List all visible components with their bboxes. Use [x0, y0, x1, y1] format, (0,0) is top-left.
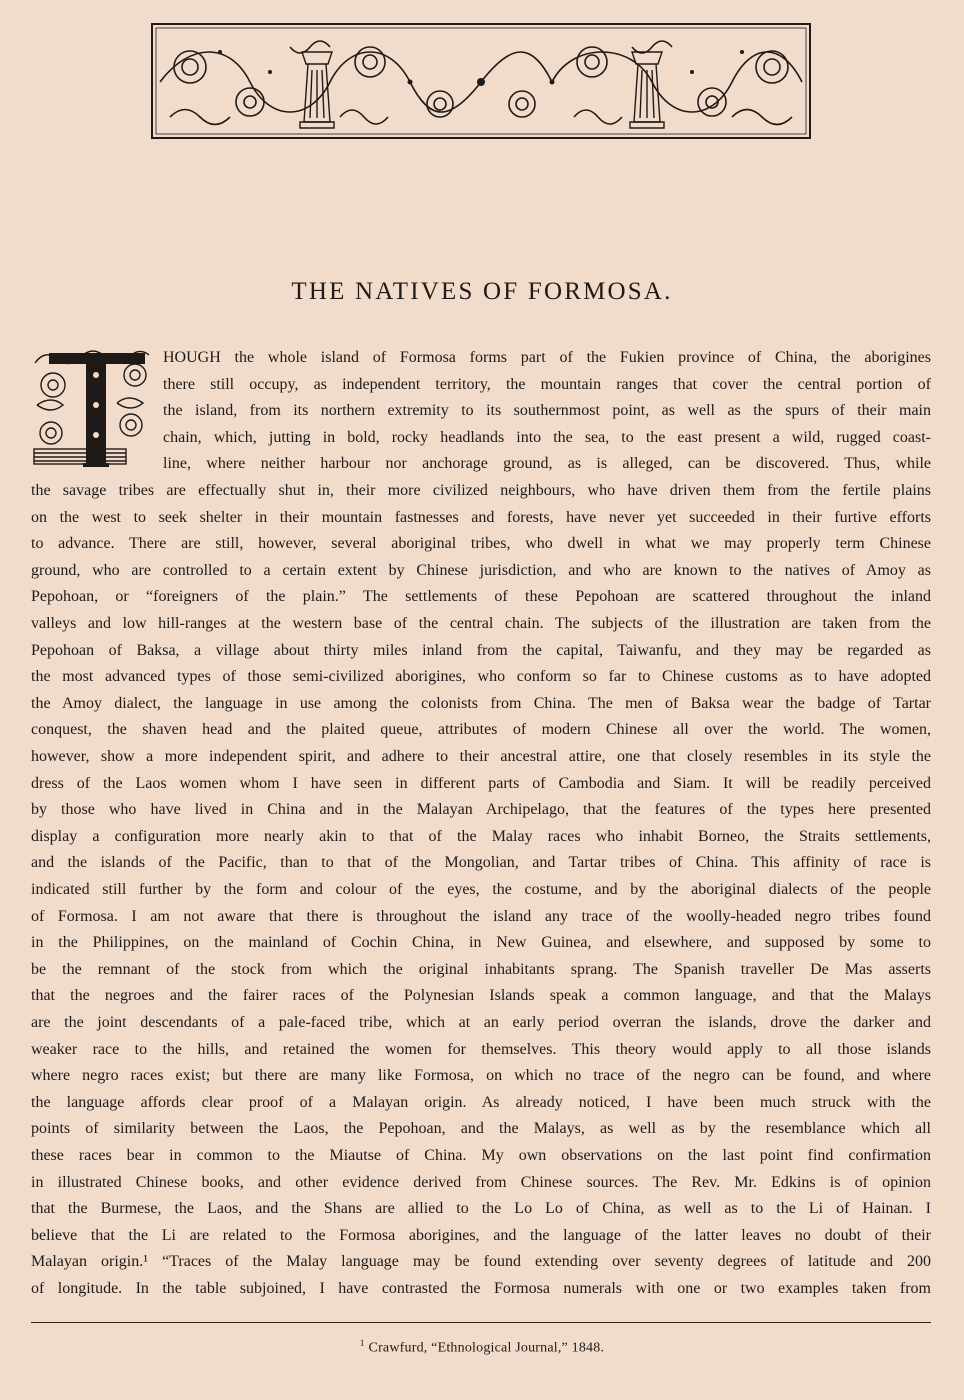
body-line: are the joint descendants of a pale-faced tribe, which at an early period overran the islands, drove the darker and [31, 1014, 931, 1031]
body-line: valleys and low hill-ranges at the western base of the central chain. The subjects of the illustration are taken from the [31, 615, 931, 632]
body-line: that the negroes and the fairer races of the Polynesian Islands speak a common language, and that the Malays [31, 987, 931, 1005]
body-line: there still occupy, as independent territory, the mountain ranges that cover the central portion of [163, 375, 931, 393]
body-line: HOUGH the whole island of Formosa forms part of the Fukien province of China, the aborigines [163, 349, 931, 366]
body-line: Pepohoan of Baksa, a village about thirty miles inland from the capital, Taiwanfu, and they may be regarded as [31, 641, 931, 659]
body-line: to advance. There are still, however, several aboriginal tribes, who dwell in what we may properly term Chinese [31, 535, 931, 553]
body-line: dress of the Laos women whom I have seen in different parts of Cambodia and Siam. It will be readily perceived [31, 774, 931, 792]
body-line: in the Philippines, on the mainland of Cochin China, in New Guinea, and elsewhere, and supposed by some to [31, 934, 931, 952]
body-line: ground, who are controlled to a certain extent by Chinese jurisdiction, and who are known to the natives of Amoy as [31, 561, 931, 579]
body-line: Malayan origin.¹ “Traces of the Malay language may be found extending over seventy degrees of latitude and 200 [31, 1253, 931, 1271]
body-line: these races bear in common to the Miautse of China. My own observations on the last point find confirmation [31, 1147, 931, 1164]
body-line: the Amoy dialect, the language in use among the colonists from China. The men of Baksa wear the badge of Tartar [31, 694, 931, 712]
footnote-divider [31, 1322, 931, 1323]
body-line: of longitude. In the table subjoined, I have contrasted the Formosa numerals with one or two examples taken from [31, 1280, 931, 1297]
body-line: the most advanced types of those semi-civilized aborigines, who conform so far to Chinese customs as to have adopted [31, 668, 931, 686]
footnote [0, 1338, 964, 1357]
body-line: by those who have lived in China and in the Malayan Archipelago, that the features of the types here presented [31, 801, 931, 819]
body-line: the language affords clear proof of a Malayan origin. As already noticed, I have been much struck with the [31, 1093, 931, 1111]
body-line: however, show a more independent spirit, and adhere to their ancestral attire, one that closely resembles in its style the [31, 748, 931, 765]
body-line: conquest, the shaven head and the plaited queue, attributes of modern Chinese all over the world. The women, [31, 721, 931, 739]
body-line: that the Burmese, the Laos, and the Shans are allied to the Lo Lo of China, as well as to the Li of Hainan. I [31, 1200, 931, 1218]
body-line: and the islands of the Pacific, than to that of the Mongolian, and Tartar tribes of China. This affinity of race is [31, 854, 931, 872]
ornamental-headpiece [150, 22, 812, 140]
body-line: Pepohoan, or “foreigners of the plain.” The settlements of these Pepohoan are scattered throughout the inland [31, 588, 931, 606]
body-line: believe that the Li are related to the Formosa aborigines, and the language of the latter leaves no doubt of their [31, 1226, 931, 1244]
body-line: the savage tribes are effectually shut in, their more civilized neighbours, who have driven them from the fertile plains [31, 482, 931, 499]
body-line: in illustrated Chinese books, and other evidence derived from Chinese sources. The Rev. Mr. Edkins is of opinion [31, 1173, 931, 1191]
body-line: on the west to seek shelter in their mountain fastnesses and forests, have never yet succeeded in their furtive efforts [31, 508, 931, 526]
body-line: weaker race to the hills, and retained the women for themselves. This theory would apply to all those islands [31, 1040, 931, 1058]
body-line: chain, which, jutting in bold, rocky headlands into the sea, to the east present a wild, rugged coast- [163, 428, 931, 446]
body-line: display a configuration more nearly akin to that of the Malay races who inhabit Borneo, the Straits settlements, [31, 827, 931, 845]
body-line: where negro races exist; but there are many like Formosa, on which no trace of the negro can be found, and where [31, 1067, 931, 1085]
body-line: line, where neither harbour nor anchorage ground, as is alleged, can be discovered. Thus, while [163, 455, 931, 473]
article-title: THE NATIVES OF FORMOSA. [291, 278, 673, 305]
body-line: points of similarity between the Laos, the Pepohoan, and the Malays, as well as by the resemblance which all [31, 1120, 931, 1138]
footnote-mark: 1 [359, 1338, 365, 1348]
body-line: of Formosa. I am not aware that there is throughout the island any trace of the woolly-headed negro tribes found [31, 907, 931, 925]
body-line: be the remnant of the stock from which the original inhabitants sprang. The Spanish traveller De Mas asserts [31, 960, 931, 978]
body-line: the island, from its northern extremity to its southernmost point, as well as the spurs of their main [163, 402, 931, 420]
body-line: indicated still further by the form and colour of the eyes, the costume, and by the aboriginal dialects of the people [31, 881, 931, 898]
drop-cap-ornament [31, 345, 158, 467]
footnote-text: Crawfurd, “Ethnological Journal,” 1848. [368, 1340, 605, 1356]
